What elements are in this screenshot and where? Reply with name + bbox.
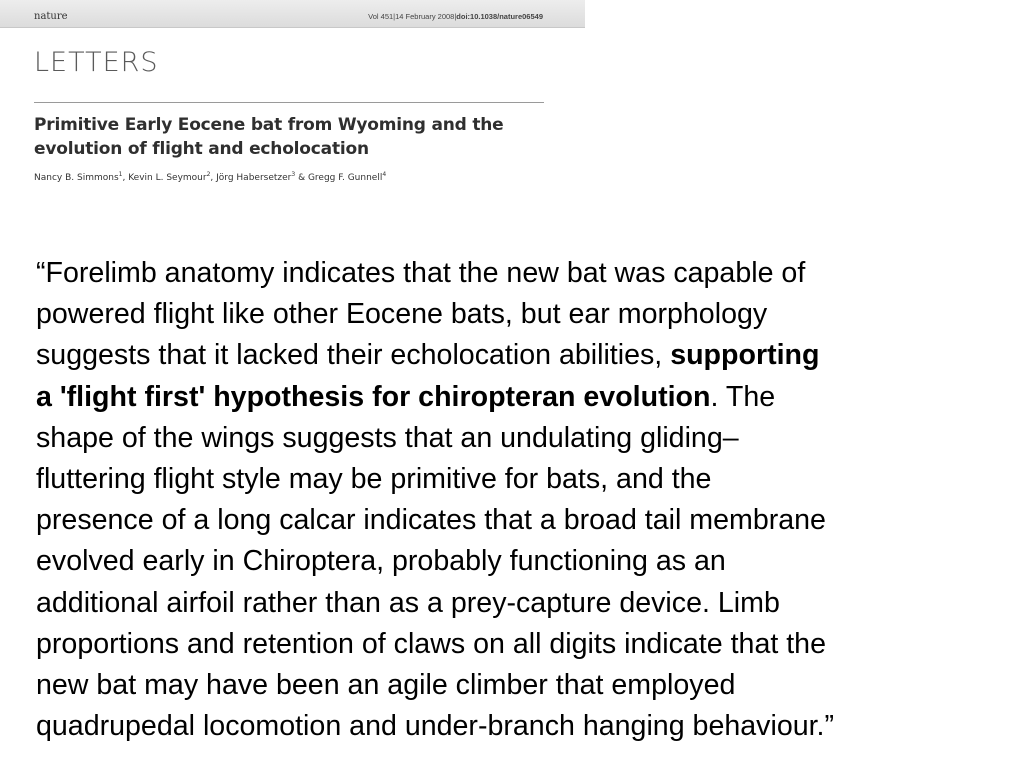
quote-line: evolved early in Chiroptera, probably functioning as an <box>36 545 726 578</box>
quote-line: “Forelimb anatomy indicates that the new bat was capable of <box>36 257 806 289</box>
quote-text: suggests that it lacked their echolocation abilities, <box>36 339 671 372</box>
affiliation-marker: 3 <box>291 171 296 178</box>
author-name: Kevin L. Seymour <box>128 173 207 183</box>
quote-text: . The <box>710 380 776 413</box>
citation-line <box>368 12 543 21</box>
quote-line: powered flight like other Eocene bats, but ear morphology <box>36 298 768 331</box>
quote-line: fluttering flight style may be primitive for bats, and the <box>36 463 712 496</box>
article-title-line: Primitive Early Eocene bat from Wyoming and the <box>34 115 504 135</box>
quote-line: shape of the wings suggests that an undulating gliding– <box>36 421 739 454</box>
quote-line: quadrupedal locomotion and under-branch hanging behaviour.” <box>36 710 835 743</box>
quoted-abstract <box>36 253 996 747</box>
quote-line: proportions and retention of claws on all digits indicate that the <box>36 627 826 660</box>
quote-line <box>36 377 996 418</box>
author-name: Gregg F. Gunnell <box>307 173 383 183</box>
quote-line: presence of a long calcar indicates that a broad tail membrane <box>36 504 826 537</box>
title-divider <box>34 102 544 103</box>
affiliation-marker: 4 <box>382 171 387 178</box>
affiliation-marker: 2 <box>206 171 211 178</box>
journal-name: nature <box>34 11 68 22</box>
article-title-line: evolution of flight and echolocation <box>34 139 369 159</box>
quote-line: additional airfoil rather than as a prey-capture device. Limb <box>36 586 780 619</box>
journal-header-bar <box>0 0 585 28</box>
author-separator: , <box>210 173 217 183</box>
quote-line: new bat may have been an agile climber that employed <box>36 669 736 702</box>
doi: doi:10.1038/nature06549 <box>456 12 543 21</box>
affiliation-marker: 1 <box>118 171 123 178</box>
author-separator: & <box>295 173 308 183</box>
author-list <box>34 171 386 183</box>
quote-line <box>36 335 996 376</box>
article-title <box>34 113 544 161</box>
author-name: Nancy B. Simmons <box>34 173 119 183</box>
author-name: Jörg Habersetzer <box>216 173 292 183</box>
section-label: LETTERS <box>34 47 159 78</box>
quote-emphasis: a 'flight first' hypothesis for chiropteran evolution <box>36 380 711 413</box>
quote-emphasis: supporting <box>670 339 820 372</box>
volume-date: Vol 451|14 February 2008| <box>368 12 457 21</box>
author-separator: , <box>122 173 129 183</box>
